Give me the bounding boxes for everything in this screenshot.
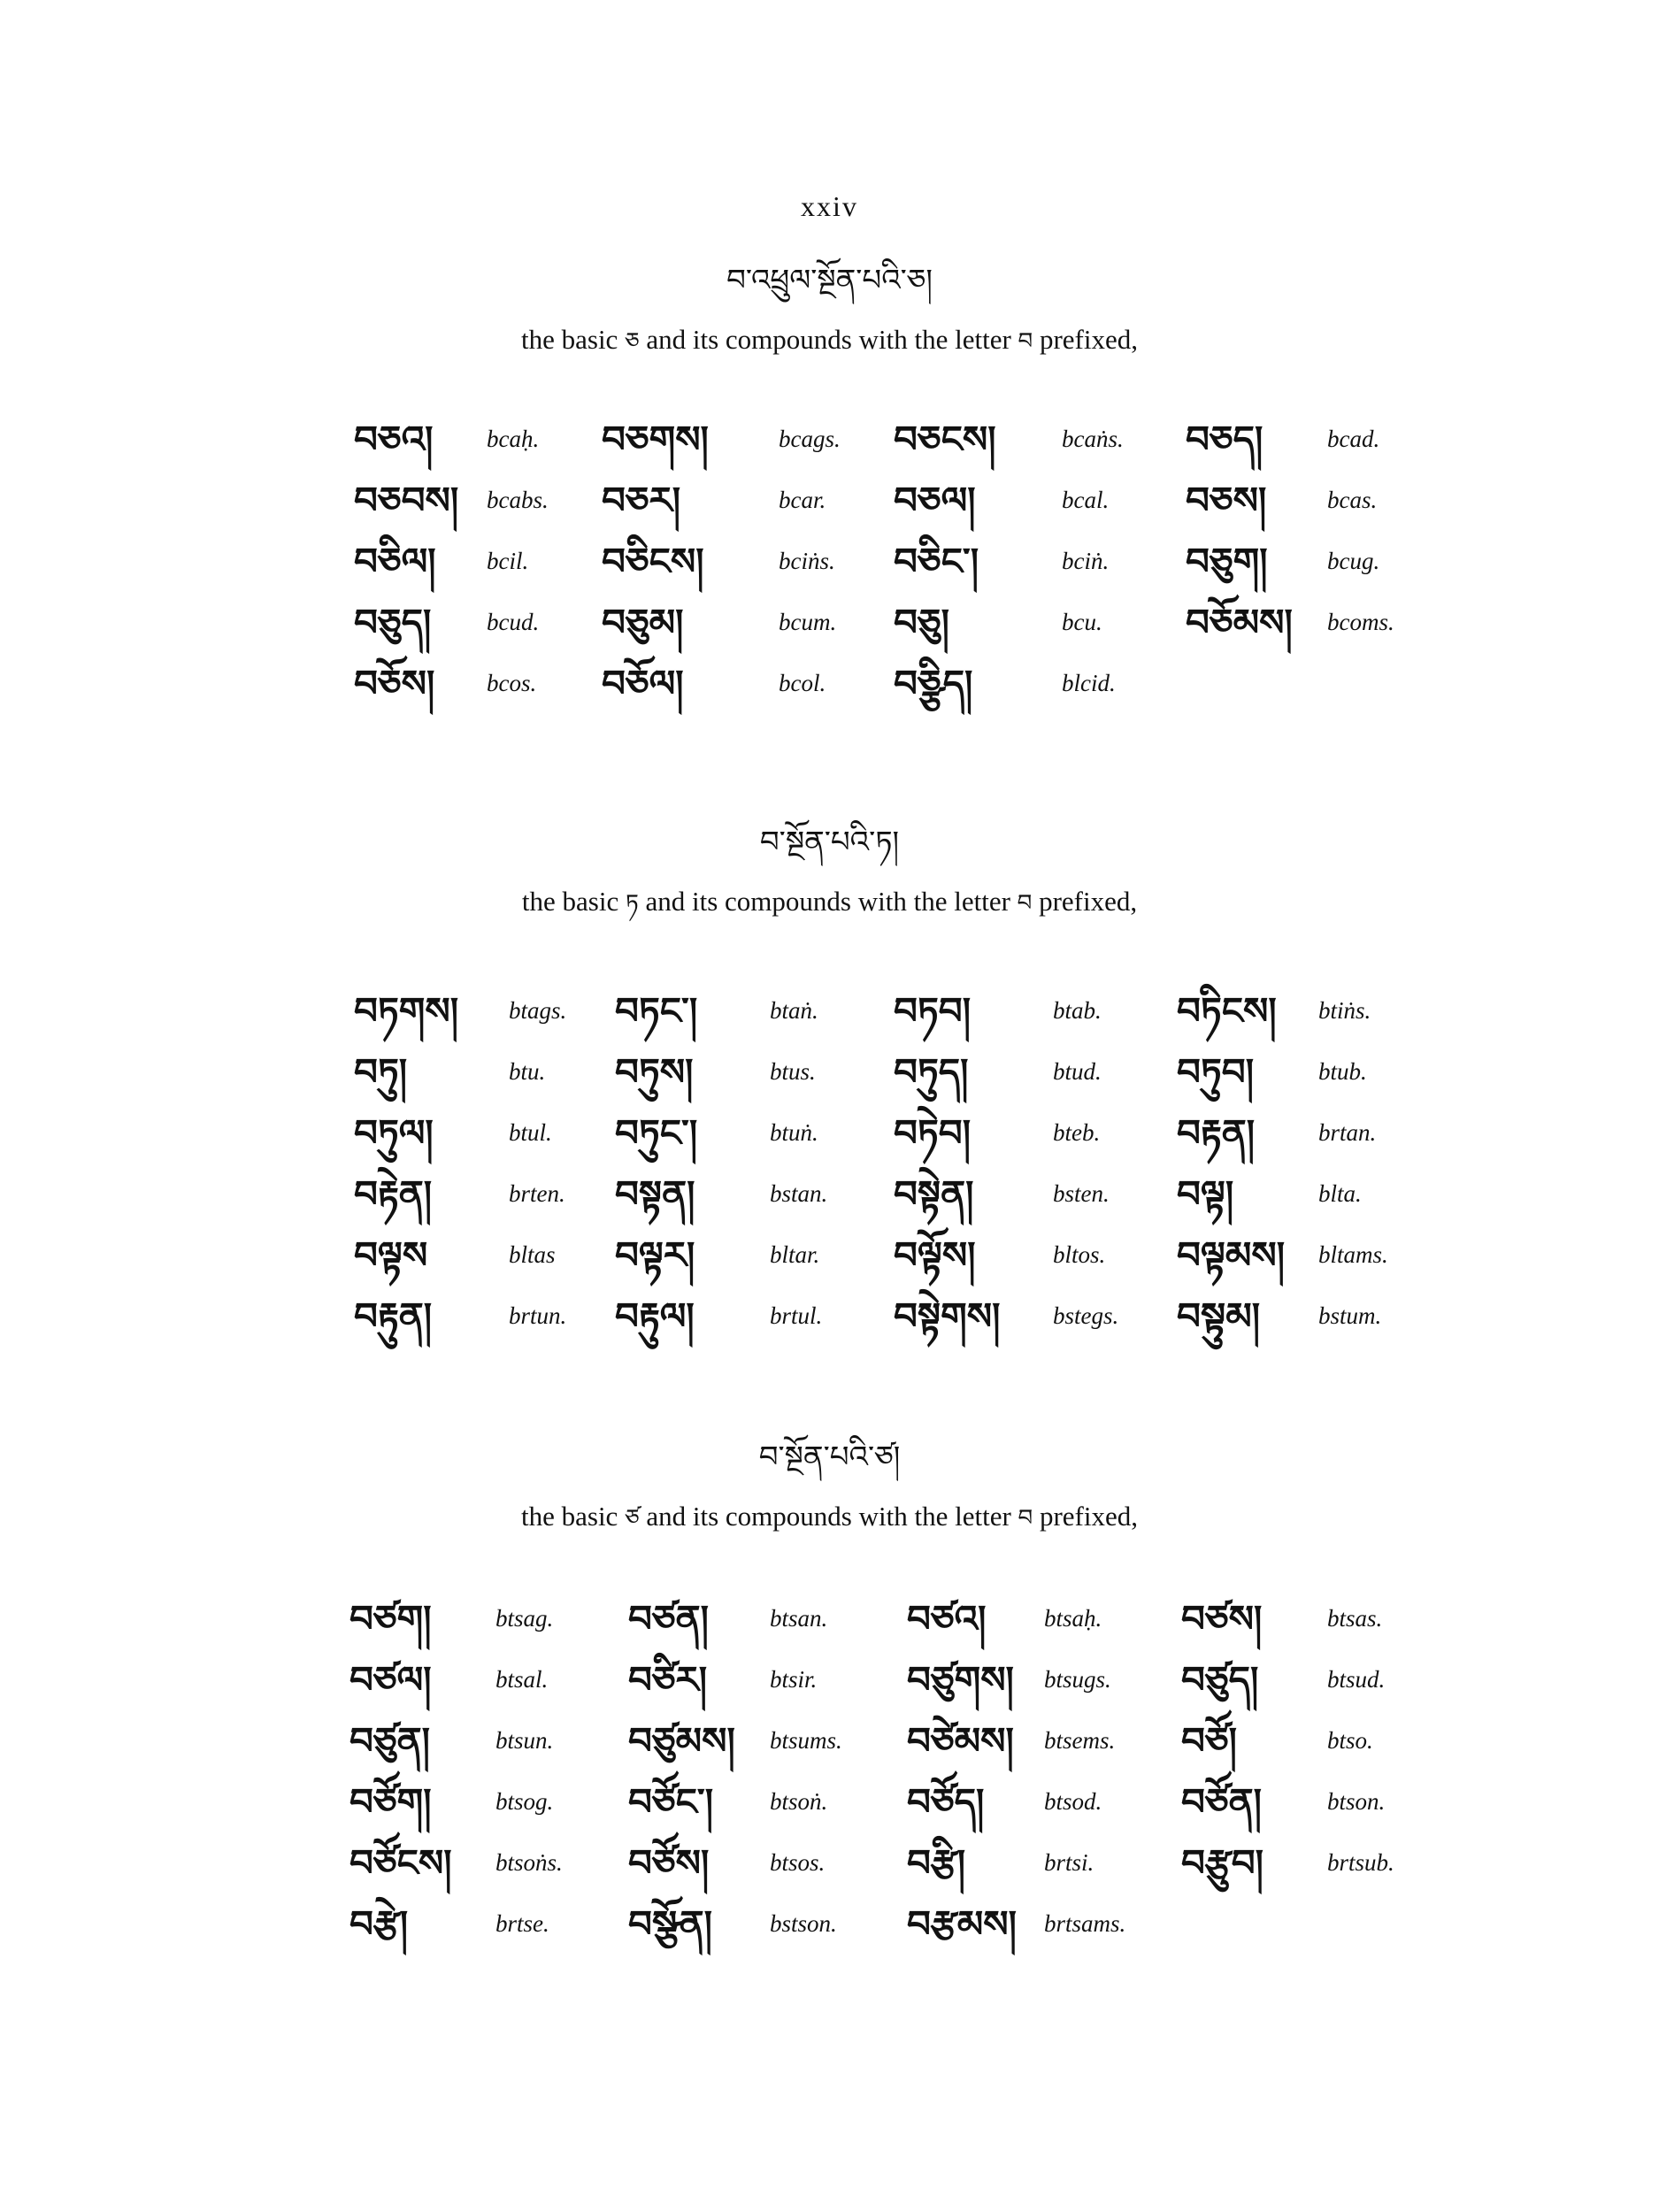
transliteration: bstum. (1318, 1302, 1382, 1329)
transliteration: btsir. (770, 1666, 818, 1693)
tibetan-word: བཙས། (1181, 1596, 1263, 1640)
tibetan-word: བཏགས། (354, 988, 459, 1033)
transliteration: btsaḥ. (1044, 1605, 1102, 1632)
tibetan-word: བཅབས། (354, 478, 459, 522)
transliteration: brtsub. (1327, 1849, 1394, 1876)
tibetan-word: བཙོ། (1181, 1718, 1237, 1763)
prefix-letter: བ (1018, 1505, 1033, 1532)
transliteration: bciṅ. (1062, 548, 1110, 574)
tibetan-word: བཅུམ། (602, 600, 684, 644)
tibetan-word: བཅས། (1186, 478, 1267, 522)
tibetan-word: བཏེབ། (894, 1110, 972, 1155)
transliteration: bcaḥ. (487, 426, 540, 452)
transliteration: blta. (1318, 1180, 1362, 1207)
tibetan-word: བཅལ། (894, 478, 976, 522)
transliteration: brtsams. (1044, 1910, 1126, 1937)
transliteration: bltos. (1053, 1241, 1106, 1268)
tibetan-word: བལྟོས། (894, 1233, 976, 1277)
tibetan-word: བཙོངས། (349, 1840, 452, 1885)
tibetan-word: བཏབ། (894, 988, 972, 1033)
tibetan-word: བརྟུན། (354, 1294, 433, 1338)
transliteration: brtul. (770, 1302, 823, 1329)
transliteration: btsog. (495, 1788, 554, 1815)
transliteration: btsag. (495, 1605, 554, 1632)
tibetan-word: བཅིངས། (602, 539, 704, 583)
entry-grid (349, 1588, 1451, 1955)
tibetan-word: བརྟུལ། (615, 1294, 695, 1338)
transliteration: brtsi. (1044, 1849, 1094, 1876)
tibetan-word: བཅོམས། (1186, 600, 1293, 644)
transliteration: bciṅs. (779, 548, 835, 574)
tibetan-word: བཙོན། (1181, 1779, 1262, 1824)
transliteration: btsun. (495, 1727, 554, 1754)
transliteration: btsos. (770, 1849, 826, 1876)
basic-letter: ཏ (625, 890, 639, 917)
transliteration: btsoṅs. (495, 1849, 563, 1876)
tibetan-word: བལྟར། (615, 1233, 695, 1277)
section-tsa (0, 1433, 1659, 1536)
transliteration: bstson. (770, 1910, 837, 1937)
transliteration: btus. (770, 1058, 816, 1085)
tibetan-word: བཏུད། (894, 1049, 969, 1094)
transliteration: btab. (1053, 997, 1102, 1024)
transliteration: btso. (1327, 1727, 1373, 1754)
transliteration: brtse. (495, 1910, 549, 1937)
entry-grid (354, 980, 1442, 1347)
transliteration: bstegs. (1053, 1302, 1119, 1329)
tibetan-word: བལྟ། (1177, 1171, 1234, 1216)
transliteration: bcags. (779, 426, 841, 452)
transliteration: bcum. (779, 609, 837, 635)
transliteration: bcabs. (487, 487, 549, 513)
tibetan-word: བཅུ། (894, 600, 949, 644)
section-heading: བ་སྔོན་པའི་ཙ། (758, 1440, 901, 1475)
section-description: the basic ཙ and its compounds with the letter བ prefixed, (521, 1501, 1138, 1532)
basic-letter: ཙ (625, 1505, 640, 1532)
tibetan-word: བརྟན། (1177, 1110, 1256, 1155)
tibetan-word: བཏང་། (615, 988, 698, 1033)
entry-grid (354, 409, 1451, 714)
transliteration: bcar. (779, 487, 826, 513)
tibetan-word: བརྩི། (907, 1840, 966, 1885)
transliteration: btsugs. (1044, 1666, 1111, 1693)
transliteration: btsan. (770, 1605, 828, 1632)
tibetan-word: བཙག། (349, 1596, 432, 1640)
tibetan-word: བཙོད། (907, 1779, 985, 1824)
transliteration: bsten. (1053, 1180, 1110, 1207)
tibetan-word: བཏུབ། (1177, 1049, 1255, 1094)
transliteration: blcid. (1062, 670, 1116, 696)
tibetan-word: བཙུམས། (628, 1718, 735, 1763)
transliteration: btsoṅ. (770, 1788, 828, 1815)
tibetan-word: བརྟེན། (354, 1171, 433, 1216)
section-ta (0, 818, 1659, 921)
transliteration: bcug. (1327, 548, 1380, 574)
transliteration: bstan. (770, 1180, 828, 1207)
tibetan-word: བརྩམས། (907, 1901, 1017, 1946)
transliteration: bteb. (1053, 1119, 1101, 1146)
transliteration: bcil. (487, 548, 529, 574)
tibetan-word: བརྩུབ། (1181, 1840, 1263, 1885)
transliteration: btu. (509, 1058, 546, 1085)
transliteration: bcos. (487, 670, 537, 696)
tibetan-word: བཅད། (1186, 417, 1263, 461)
transliteration: bcaṅs. (1062, 426, 1124, 452)
tibetan-word: བཙའ། (907, 1596, 987, 1640)
tibetan-word: བསྩོན། (628, 1901, 712, 1946)
tibetan-word: བསྟུམ། (1177, 1294, 1261, 1338)
prefix-letter: བ (1017, 890, 1033, 917)
tibetan-word: བཙལ། (349, 1657, 432, 1701)
section-ca (0, 257, 1659, 359)
page-number: xxiv (801, 190, 858, 222)
transliteration: brtun. (509, 1302, 567, 1329)
tibetan-word: བཅོས། (354, 661, 435, 705)
transliteration: btags. (509, 997, 567, 1024)
tibetan-word: བཙུན། (349, 1718, 430, 1763)
transliteration: bcud. (487, 609, 540, 635)
section-description: the basic ཏ and its compounds with the letter བ prefixed, (521, 886, 1138, 917)
tibetan-word: བཅོལ། (602, 661, 684, 705)
tibetan-word: བཏིངས། (1177, 988, 1277, 1033)
transliteration: btsod. (1044, 1788, 1102, 1815)
section-heading: བ་འཕྲུལ་སྔོན་པའི་ཅ། (726, 263, 933, 298)
transliteration: bcoms. (1327, 609, 1394, 635)
basic-letter: ཅ (625, 328, 640, 355)
transliteration: bcol. (779, 670, 826, 696)
transliteration: btiṅs. (1318, 997, 1371, 1024)
transliteration: bltams. (1318, 1241, 1388, 1268)
tibetan-word: བཅིང་། (894, 539, 979, 583)
transliteration: brten. (509, 1180, 565, 1207)
tibetan-word: བཙོས། (628, 1840, 710, 1885)
transliteration: btub. (1318, 1058, 1367, 1085)
tibetan-word: བཅངས། (894, 417, 996, 461)
transliteration: btsas. (1327, 1605, 1383, 1632)
transliteration: btuṅ. (770, 1119, 818, 1146)
transliteration: btul. (509, 1119, 552, 1146)
transliteration: bcad. (1327, 426, 1380, 452)
tibetan-word: བཅིལ། (354, 539, 436, 583)
tibetan-word: བཏུ། (354, 1049, 408, 1094)
transliteration: btsums. (770, 1727, 842, 1754)
tibetan-word: བལྟས (354, 1233, 428, 1277)
tibetan-word: བཏུས། (615, 1049, 694, 1094)
tibetan-word: བཙོག། (349, 1779, 432, 1824)
tibetan-word: བཅགས། (602, 417, 709, 461)
tibetan-word: བཙན། (628, 1596, 709, 1640)
tibetan-word: བསྟེན། (894, 1171, 974, 1216)
tibetan-word: བསྟེགས། (894, 1294, 1001, 1338)
tibetan-word: བཅྩིད། (894, 661, 973, 705)
transliteration: btsems. (1044, 1727, 1116, 1754)
tibetan-word: བཙོང་། (628, 1779, 714, 1824)
transliteration: brtan. (1318, 1119, 1377, 1146)
tibetan-word: བཙིར། (628, 1657, 708, 1701)
tibetan-word: བཙུད། (1181, 1657, 1259, 1701)
transliteration: bcas. (1327, 487, 1378, 513)
tibetan-word: བཅའ། (354, 417, 434, 461)
tibetan-word: བལྟམས། (1177, 1233, 1286, 1277)
tibetan-word: བཅུག། (1186, 539, 1268, 583)
tibetan-word: བཅུད། (354, 600, 432, 644)
tibetan-word: བཏུལ། (354, 1110, 434, 1155)
section-description: the basic ཅ and its compounds with the letter བ prefixed, (521, 324, 1138, 355)
transliteration: bcal. (1062, 487, 1110, 513)
transliteration: btaṅ. (770, 997, 818, 1024)
transliteration: btson. (1327, 1788, 1386, 1815)
transliteration: bltas (509, 1241, 556, 1268)
transliteration: btsal. (495, 1666, 549, 1693)
tibetan-word: བཏུང་། (615, 1110, 698, 1155)
transliteration: btud. (1053, 1058, 1102, 1085)
prefix-letter: བ (1018, 328, 1033, 355)
transliteration: bcu. (1062, 609, 1102, 635)
transliteration: bltar. (770, 1241, 820, 1268)
tibetan-word: བསྟན། (615, 1171, 695, 1216)
transliteration: btsud. (1327, 1666, 1386, 1693)
tibetan-word: བརྩེ། (349, 1901, 409, 1946)
tibetan-word: བཙུགས། (907, 1657, 1014, 1701)
tibetan-word: བཙེམས། (907, 1718, 1014, 1763)
section-heading: བ་སྔོན་པའི་ཏ། (759, 825, 900, 860)
tibetan-word: བཅར། (602, 478, 681, 522)
